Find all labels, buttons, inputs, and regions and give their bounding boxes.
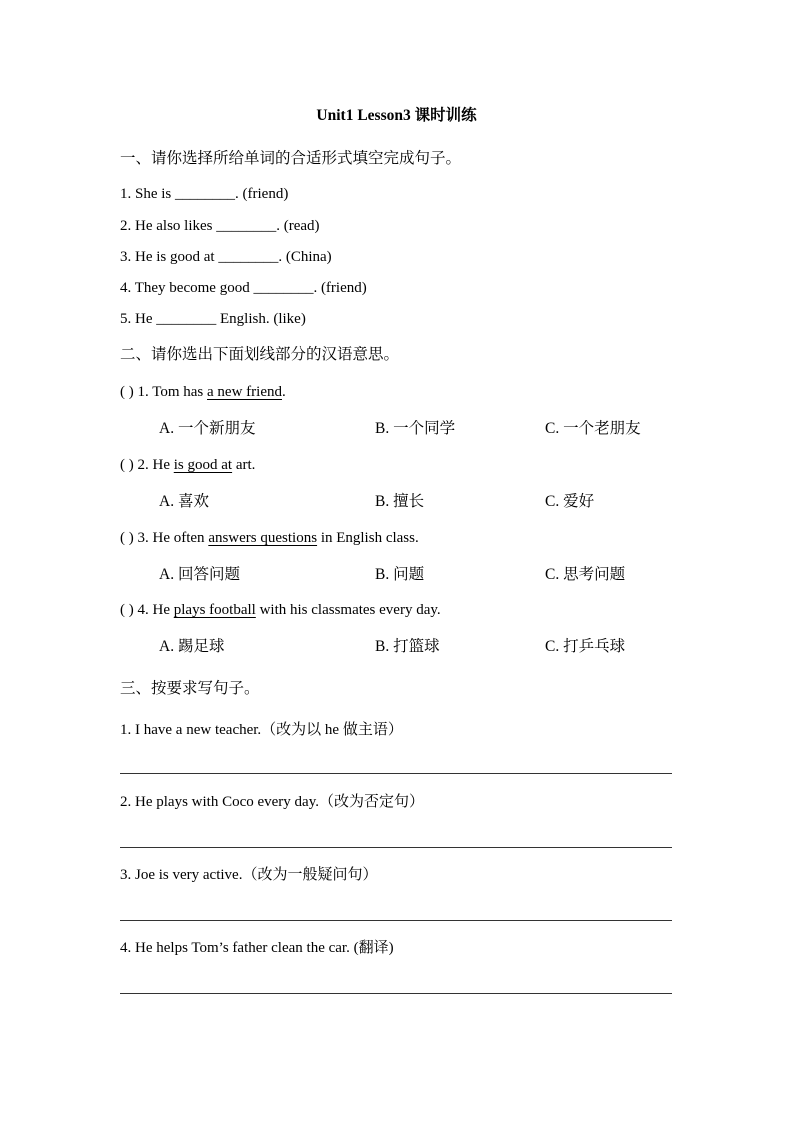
section1-item-2: 2. He also likes ________. (read)	[120, 218, 320, 234]
section2-question-1	[120, 385, 286, 400]
q3-option-c: C. 思考问题	[545, 566, 626, 583]
question-underlined-phrase: plays football	[173, 602, 256, 618]
section3-item-2: 2. He plays with Coco every day.（改为否定句）	[120, 794, 424, 810]
section2-question-4	[120, 603, 441, 618]
section2-question-3	[120, 531, 419, 546]
q2-option-c: C. 爱好	[545, 493, 595, 510]
question-underlined-phrase: is good at	[173, 457, 233, 473]
answer-bracket: ( )	[120, 384, 134, 400]
q4-option-a: A. 踢足球	[159, 638, 225, 655]
q3-option-b: B. 问题	[375, 566, 425, 583]
question-underlined-phrase: a new friend	[207, 384, 282, 400]
q4-option-c: C. 打乒乓球	[545, 638, 626, 655]
question-text-post: with his classmates every day.	[255, 602, 441, 618]
question-text-pre: 3. He often	[137, 530, 209, 546]
section1-item-1: 1. She is ________. (friend)	[120, 186, 289, 202]
question-text-post: art.	[232, 457, 256, 473]
page-title: Unit1 Lesson3 课时训练	[316, 107, 477, 124]
question-text-post: .	[281, 384, 286, 400]
question-text-pre: 1. Tom has	[137, 384, 208, 400]
answer-bracket: ( )	[120, 602, 134, 618]
answer-line-1[interactable]	[120, 773, 672, 774]
question-text-pre: 2. He	[137, 457, 174, 473]
section1-item-3: 3. He is good at ________. (China)	[120, 249, 332, 265]
section3-heading: 三、按要求写句子。	[120, 680, 260, 697]
q2-option-a: A. 喜欢	[159, 493, 209, 510]
section1-item-4: 4. They become good ________. (friend)	[120, 280, 367, 296]
question-text-post: in English class.	[317, 530, 419, 546]
q4-option-b: B. 打篮球	[375, 638, 440, 655]
section1-heading: 一、请你选择所给单词的合适形式填空完成句子。	[120, 150, 462, 167]
q1-option-a: A. 一个新朋友	[159, 420, 256, 437]
answer-line-2[interactable]	[120, 847, 672, 848]
section3-item-1: 1. I have a new teacher.（改为以 he 做主语）	[120, 722, 403, 738]
answer-bracket: ( )	[120, 457, 134, 473]
section1-item-5: 5. He ________ English. (like)	[120, 311, 306, 327]
section3-item-3: 3. Joe is very active.（改为一般疑问句）	[120, 867, 378, 883]
answer-line-3[interactable]	[120, 920, 672, 921]
q3-option-a: A. 回答问题	[159, 566, 240, 583]
section3-item-4: 4. He helps Tom’s father clean the car. (翻译)	[120, 940, 394, 956]
section2-heading: 二、请你选出下面划线部分的汉语意思。	[120, 346, 400, 363]
q2-option-b: B. 擅长	[375, 493, 425, 510]
answer-line-4[interactable]	[120, 993, 672, 994]
question-underlined-phrase: answers questions	[208, 530, 318, 546]
section2-question-2	[120, 458, 255, 473]
q1-option-b: B. 一个同学	[375, 420, 456, 437]
q1-option-c: C. 一个老朋友	[545, 420, 641, 437]
answer-bracket: ( )	[120, 530, 134, 546]
question-text-pre: 4. He	[137, 602, 174, 618]
